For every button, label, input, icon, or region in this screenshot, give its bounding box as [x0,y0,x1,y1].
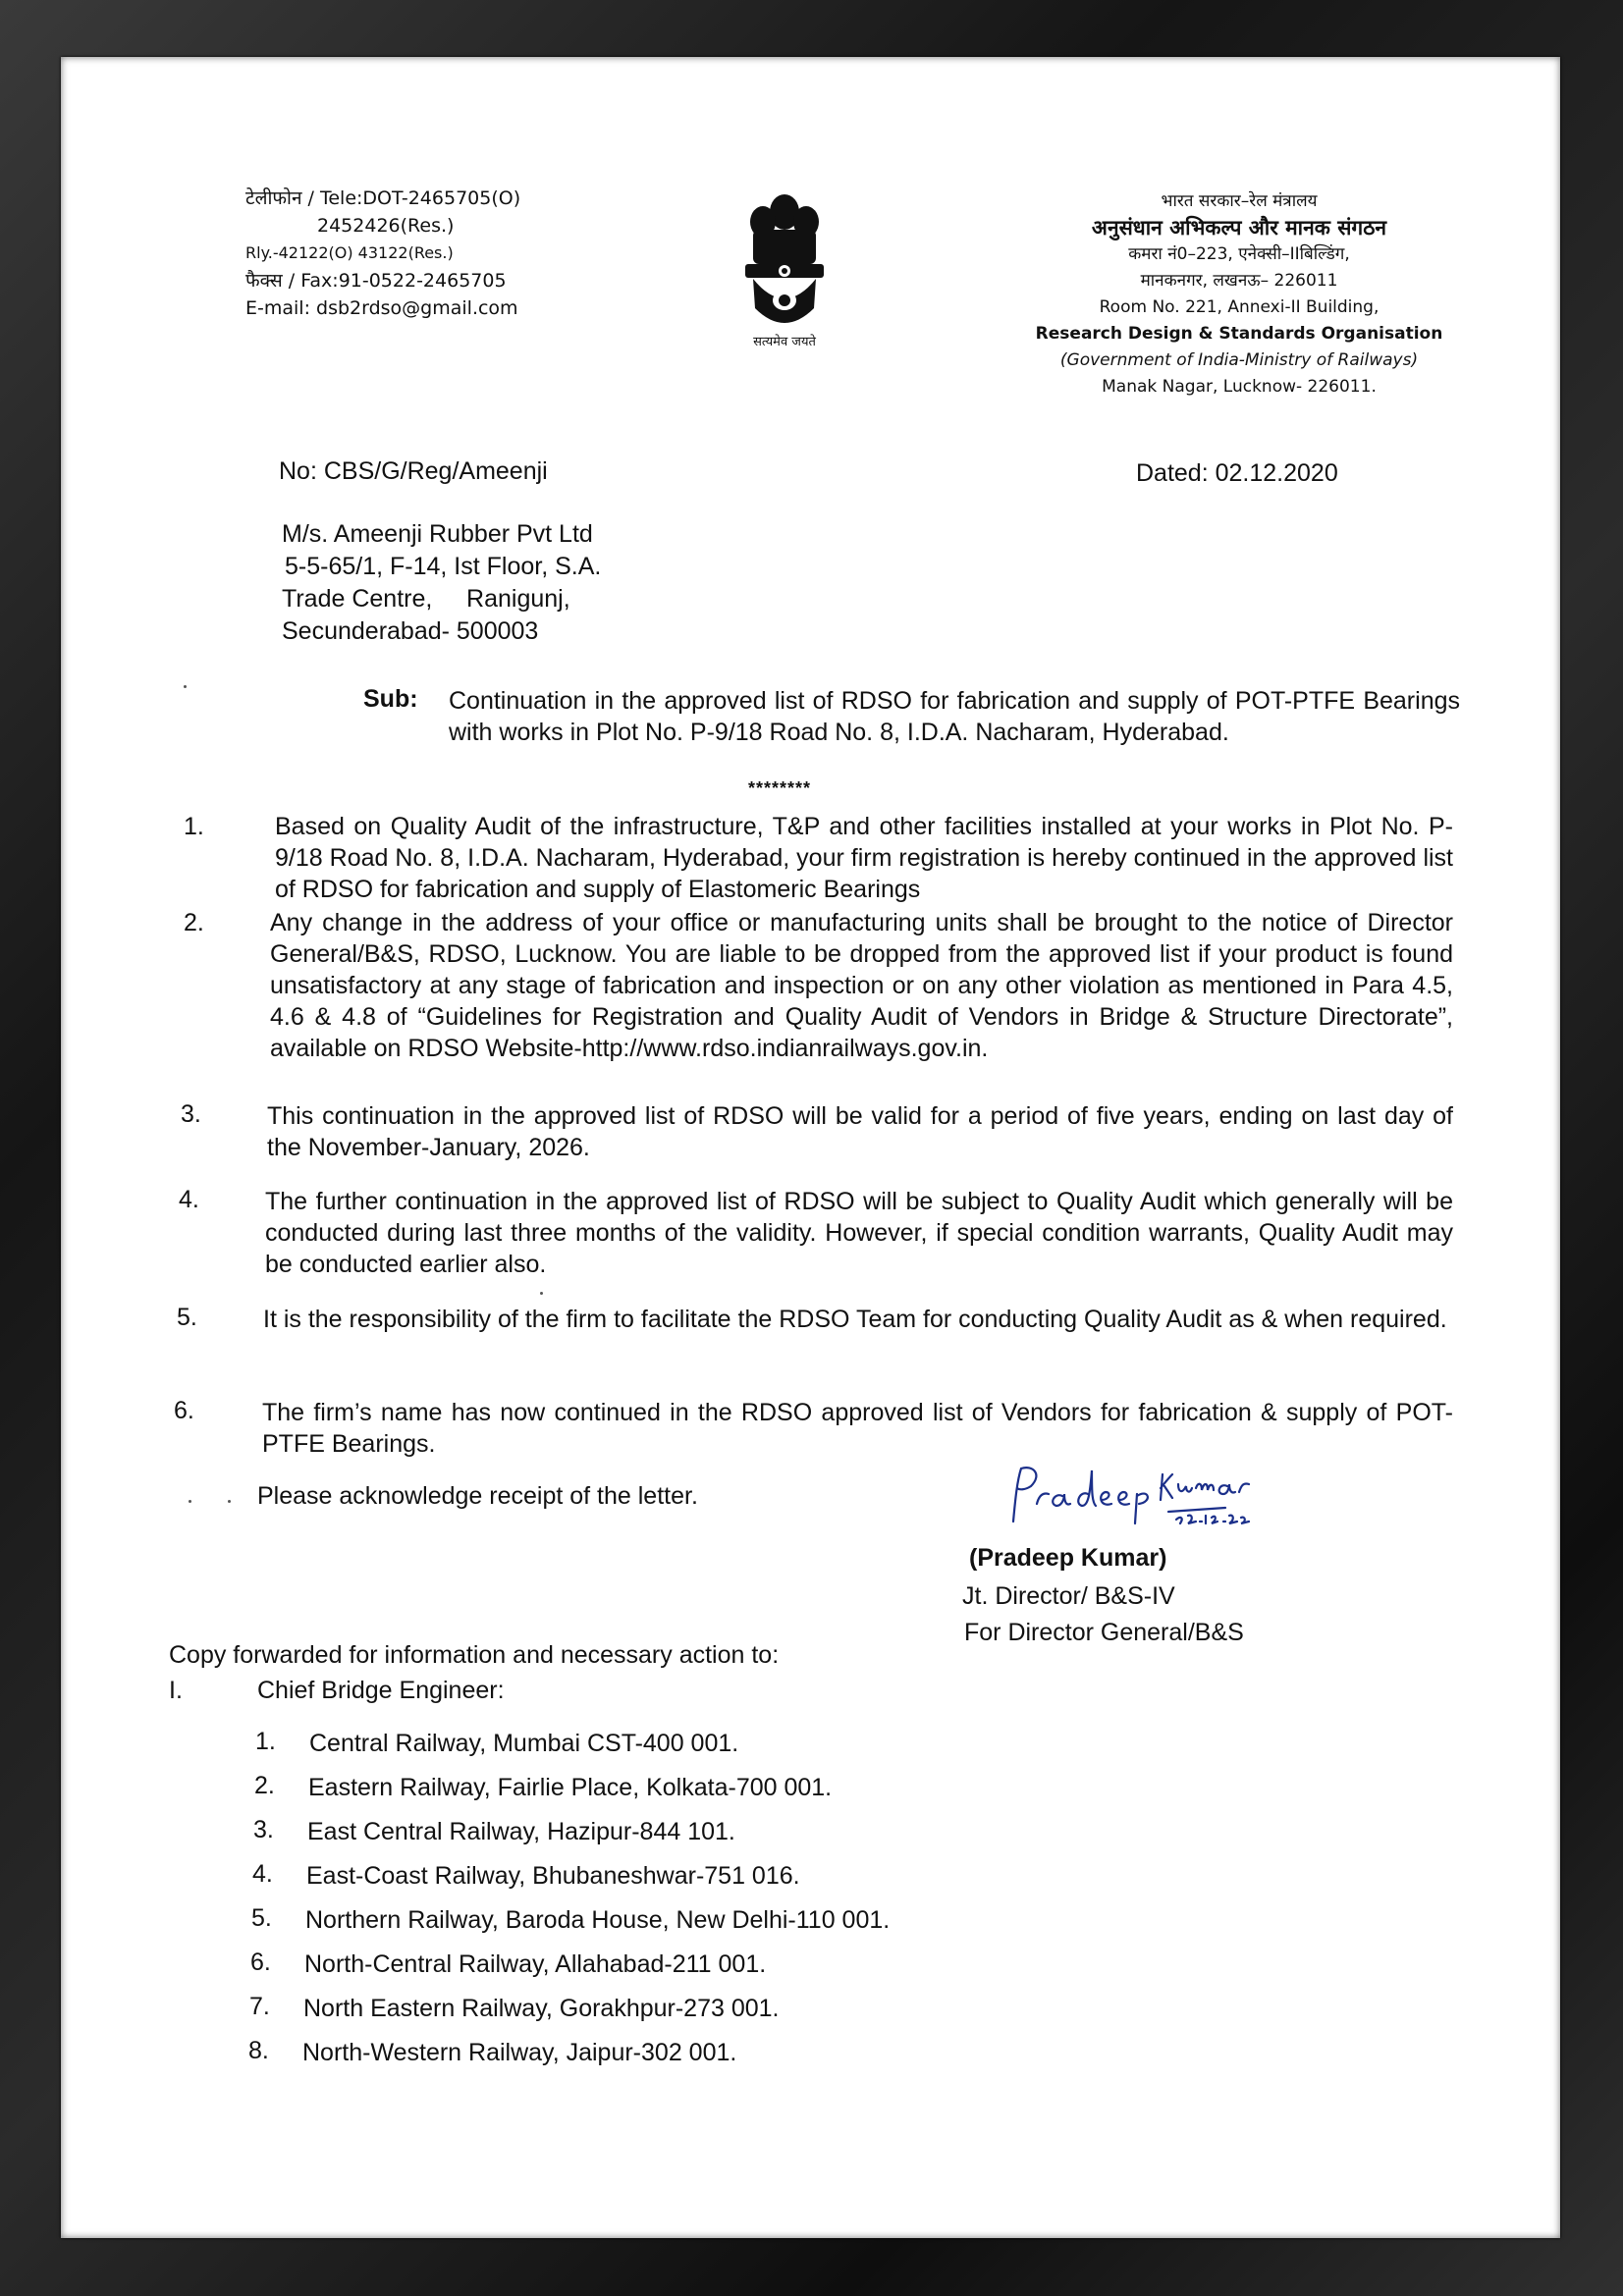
address-line: Secunderabad- 500003 [282,617,539,645]
address-line: M/s. Ameenji Rubber Pvt Ltd [282,520,593,548]
para-text: Based on Quality Audit of the infrastructure, T&P and other facilities installed at your works in Plot No. P-9/18 Road No. 8, I.D.A. Nacharam, Hyderabad, your firm registration is hereby continued in the approved list of RDSO for fabrication and supply of Elastomeric Bearings [275,813,1453,903]
list-number: 3. [253,1816,274,1843]
para-number: 2. [184,909,204,936]
list-item: Northern Railway, Baroda House, New Delhi-110 001. [305,1906,891,1934]
contact-block [245,185,520,322]
list-item: North-Western Railway, Jaipur-302 001. [302,2039,737,2066]
org-name-hindi: अनुसंधान अभिकल्प और मानक संगठन [1091,216,1387,240]
room-english: Room No. 221, Annexi-II Building, [1099,297,1380,317]
list-number: 4. [252,1860,273,1888]
railway-phone: Rly.-42122(O) 43122(Res.) [245,243,454,262]
scan-speck [189,1500,191,1503]
scan-speck [228,1500,231,1503]
list-number: 2. [254,1772,275,1799]
letter-date: Dated: 02.12.2020 [1136,459,1338,487]
subject-label: Sub: [363,685,418,713]
national-emblem-icon [724,190,846,352]
para-number: 4. [179,1186,199,1213]
copy-forwarded: Copy forwarded for information and necessary action to: [169,1641,780,1669]
list-number: 1. [255,1728,276,1755]
designation: Jt. Director/ B&S-IV [962,1582,1175,1610]
para-text: This continuation in the approved list of RDSO will be valid for a period of five years, ending on last day of the November-January, 2026. [267,1102,1453,1161]
signatory-name: (Pradeep Kumar) [969,1544,1167,1572]
room-hindi: कमरा नं0–223, एनेक्सी–IIबिल्डिंग, [1128,244,1350,264]
email: E-mail: dsb2rdso@gmail.com [245,297,518,319]
para-number: 1. [184,813,204,840]
list-number: 6. [250,1949,271,1976]
list-number: 5. [251,1904,272,1932]
signatory-designation [962,1578,1244,1651]
telephone: टेलीफोन / Tele:DOT-2465705(O) [245,187,521,209]
para-text: The firm’s name has now continued in the RDSO approved list of Vendors for fabrication & supply of POT-PTFE Bearings. [262,1399,1453,1458]
para-number: 6. [174,1397,194,1424]
list-item: Central Railway, Mumbai CST-400 001. [309,1730,739,1757]
scan-speck [540,1292,543,1295]
address-line: 5-5-65/1, F-14, Ist Floor, S.A. [285,553,602,580]
subject-text: Continuation in the approved list of RDSO for fabrication and supply of POT-PTFE Bearings with works in Plot No. P-9/18 Road No. 8, I.D.A. Nacharam, Hyderabad. [449,687,1460,746]
org-name-english: Research Design & Standards Organisation [1035,324,1443,344]
list-number: 7. [249,1993,270,2020]
para-number: 5. [177,1304,197,1331]
fax: फैक्स / Fax:91-0522-2465705 [245,270,507,292]
telephone-residence: 2452426(Res.) [317,215,455,237]
for-director: For Director General/B&S [964,1619,1244,1646]
list-item: Eastern Railway, Fairlie Place, Kolkata-700 001. [308,1774,833,1801]
acknowledge-note: Please acknowledge receipt of the letter. [257,1482,698,1510]
list-item: North-Central Railway, Allahabad-211 001. [304,1950,767,1978]
emblem-motto: सत्यमेव जयते [753,335,816,349]
city-hindi: मानकनगर, लखनऊ– 226011 [1140,271,1338,291]
separator-stars: ******** [748,778,812,798]
address-line: Trade Centre, Ranigunj, [282,585,570,613]
chief-bridge-engineer-heading: Chief Bridge Engineer: [257,1677,505,1704]
letter-page [61,57,1560,2238]
govt-english: (Government of India-Ministry of Railways) [1059,350,1419,370]
roman-numeral: I. [169,1677,183,1704]
recipient-address [282,518,601,648]
handwritten-signature [1003,1461,1259,1529]
para-text: It is the responsibility of the firm to facilitate the RDSO Team for conducting Quality Audit as & when required. [263,1306,1447,1333]
list-item: East Central Railway, Hazipur-844 101. [307,1818,735,1845]
para-text: The further continuation in the approved list of RDSO will be subject to Quality Audit which generally will be conducted during last three months of the validity. However, if special condition warrants, Quality Audit may be conducted earlier also. [265,1188,1453,1278]
scan-speck [184,685,187,688]
city-english: Manak Nagar, Lucknow- 226011. [1102,377,1377,397]
list-item: North Eastern Railway, Gorakhpur-273 001. [303,1995,780,2022]
para-number: 3. [181,1100,201,1128]
govt-hindi: भारत सरकार–रेल मंत्रालय [1161,191,1318,211]
organisation-block [984,188,1494,400]
para-text: Any change in the address of your office or manufacturing units shall be brought to the notice of Director General/B&S, RDSO, Lucknow. You are liable to be dropped from the approved list if your product is found unsatisfactory at any stage of fabrication and inspection or on any other violation as mentioned in Para 4.5, 4.6 & 4.8 of “Guidelines for Registration and Quality Audit of Vendors in Bridge & Structure Directorate”, available on RDSO Website-http://www.rdso.indianrailways.gov.in. [270,909,1453,1062]
reference-number: No: CBS/G/Reg/Ameenji [279,457,548,485]
list-item: East-Coast Railway, Bhubaneshwar-751 016. [306,1862,800,1890]
list-number: 8. [248,2037,269,2064]
